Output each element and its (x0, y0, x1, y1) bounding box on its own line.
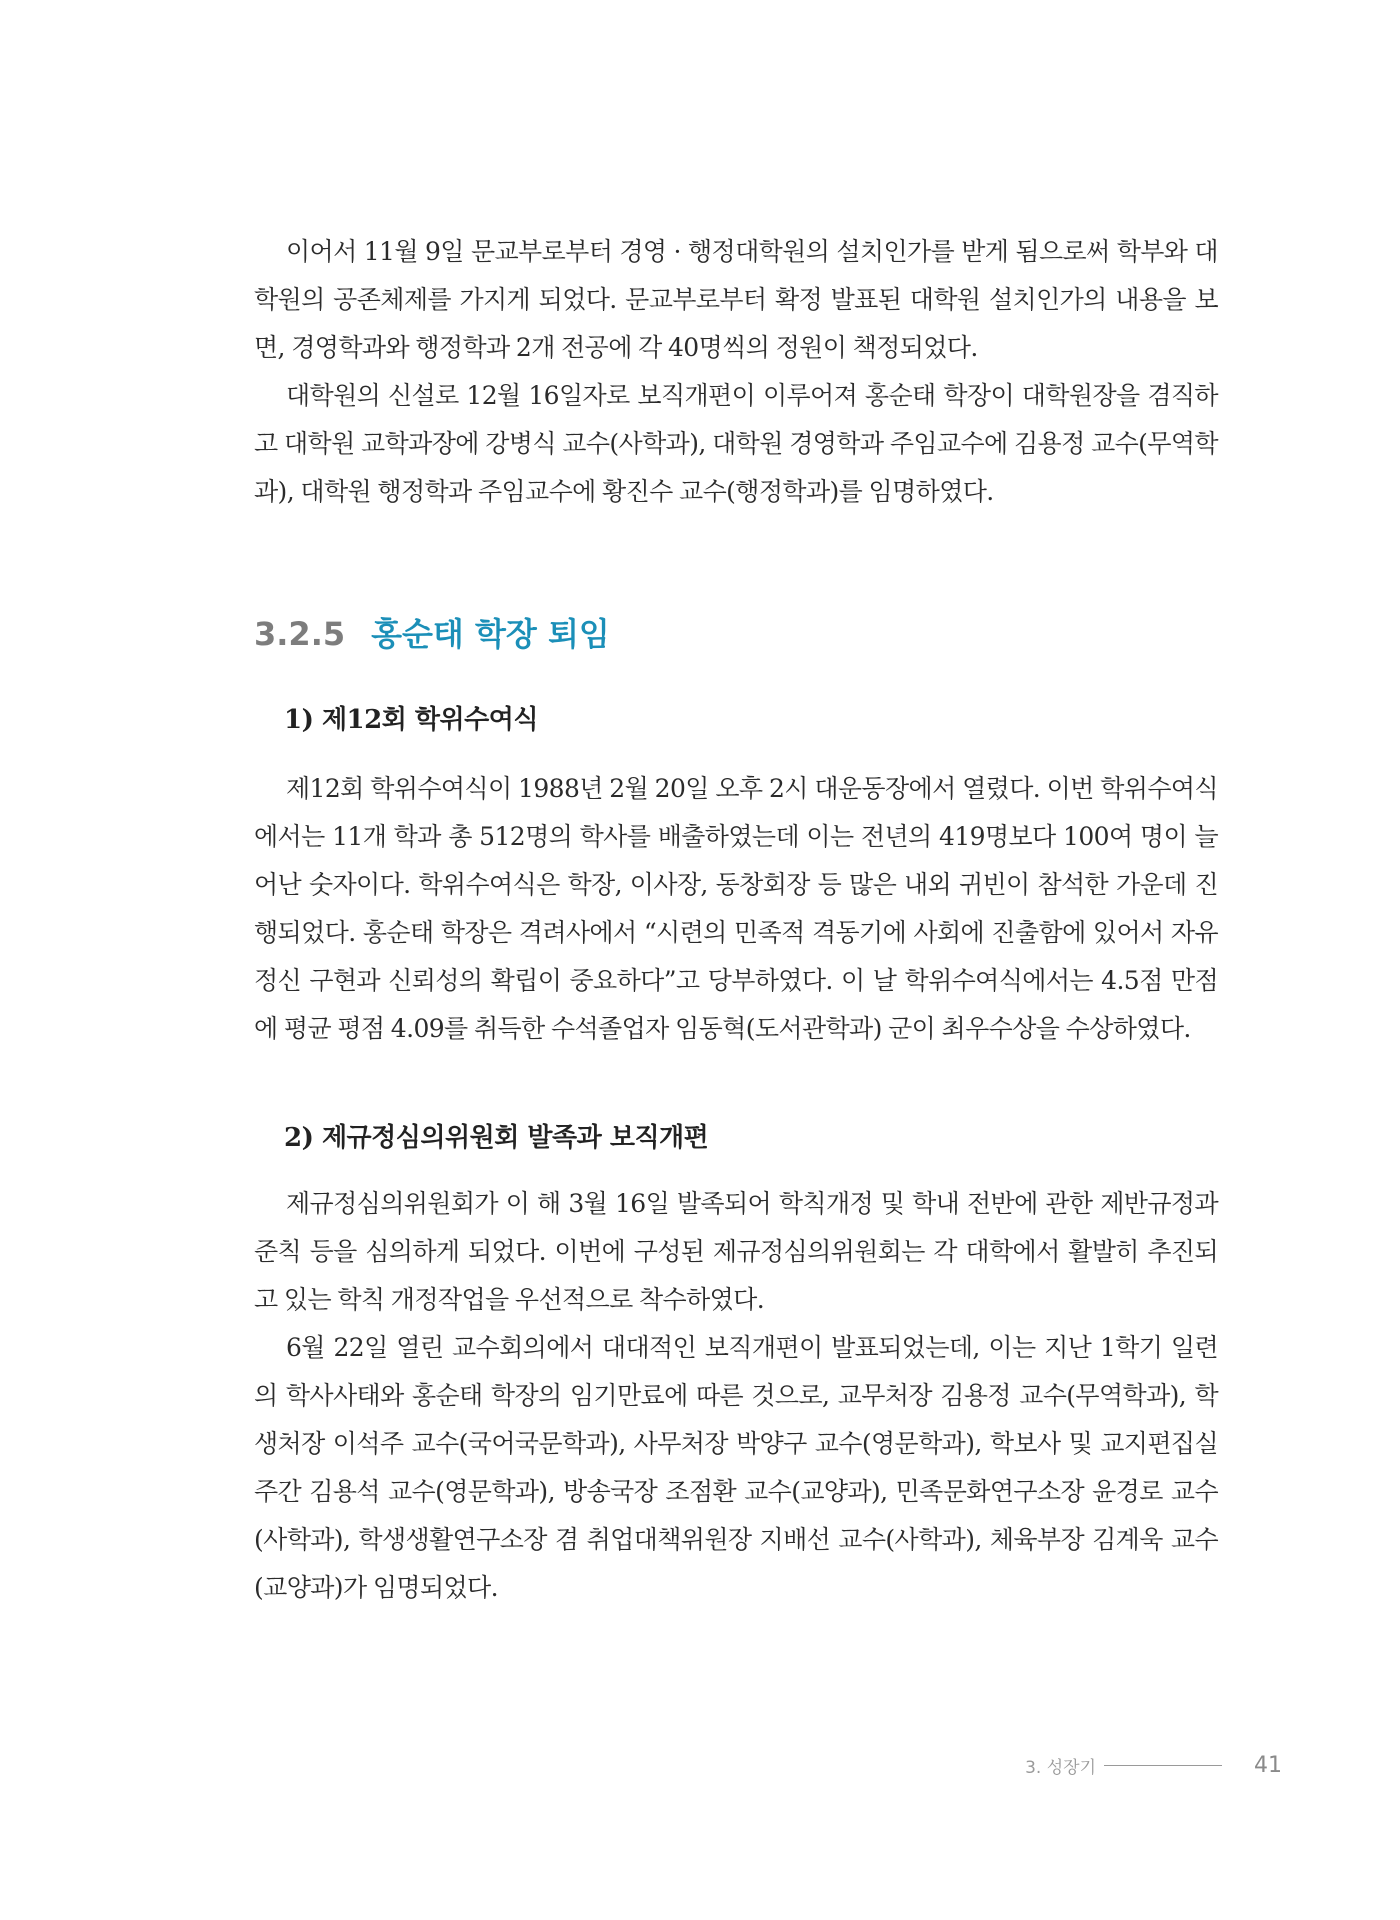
subsection-2-paragraph-2: 6월 22일 열린 교수회의에서 대대적인 보직개편이 발표되었는데, 이는 지난 1학기 일련의 학사사태와 홍순태 학장의 임기만료에 따른 것으로, 교무처장 김용정 교수(무역학과), 학생처장 이석주 교수(국어국문학과), 사무처장 박양구 교수(영문학과), 학보사 및 교지편집실 주간 김용석 교수(영문학과), 방송국장 조점환 교수(교양과), 민족문화연구소장 윤경로 교수(사학과), 학생생활연구소장 겸 취업대책위원장 지배선 교수(사학과), 체육부장 김계욱 교수(교양과)가 임명되었다. (254, 1333, 1218, 1602)
subsection-2-paragraph-1: 제규정심의위원회가 이 해 3월 16일 발족되어 학칙개정 및 학내 전반에 관한 제반규정과 준칙 등을 심의하게 되었다. 이번에 구성된 제규정심의위원회는 각 대학에서 활발히 추진되고 있는 학칙 개정작업을 우선적으로 착수하였다. (254, 1189, 1218, 1314)
intro-paragraph-2: 대학원의 신설로 12월 16일자로 보직개편이 이루어져 홍순태 학장이 대학원장을 겸직하고 대학원 교학과장에 강병식 교수(사학과), 대학원 경영학과 주임교수에 김용정 교수(무역학과), 대학원 행정학과 주임교수에 황진수 교수(행정학과)를 임명하였다. (254, 381, 1218, 506)
subsection-1-paragraph: 제12회 학위수여식이 1988년 2월 20일 오후 2시 대운동장에서 열렸다. 이번 학위수여식에서는 11개 학과 총 512명의 학사를 배출하였는데 이는 전년의 419명보다 100여 명이 늘어난 숫자이다. 학위수여식은 학장, 이사장, 동창회장 등 많은 내외 귀빈이 참석한 가운데 진행되었다. 홍순태 학장은 격려사에서 “시련의 민족적 격동기에 사회에 진출함에 있어서 자유정신 구현과 신뢰성의 확립이 중요하다”고 당부하였다. 이 날 학위수여식에서는 4.5점 만점에 평균 평점 4.09를 취득한 수석졸업자 임동혁(도서관학과) 군이 최우수상을 수상하였다. (254, 774, 1218, 1043)
subsection-1-title: 1) 제12회 학위수여식 (284, 705, 538, 735)
section-heading (254, 610, 610, 658)
footer-divider (1104, 1765, 1222, 1766)
page-footer (1025, 1750, 1282, 1780)
section-title: 홍순태 학장 퇴임 (371, 615, 610, 653)
section-number: 3.2.5 (254, 615, 346, 653)
subsection-2-title: 2) 제규정심의위원회 발족과 보직개편 (284, 1123, 709, 1153)
intro-paragraph-1: 이어서 11월 9일 문교부로부터 경영 · 행정대학원의 설치인가를 받게 됨으로써 학부와 대학원의 공존체제를 가지게 되었다. 문교부로부터 확정 발표된 대학원 설치인가의 내용을 보면, 경영학과와 행정학과 2개 전공에 각 40명씩의 정원이 책정되었다. (254, 237, 1218, 362)
page-number: 41 (1254, 1752, 1282, 1778)
footer-chapter-label: 3. 성장기 (1025, 1757, 1096, 1778)
